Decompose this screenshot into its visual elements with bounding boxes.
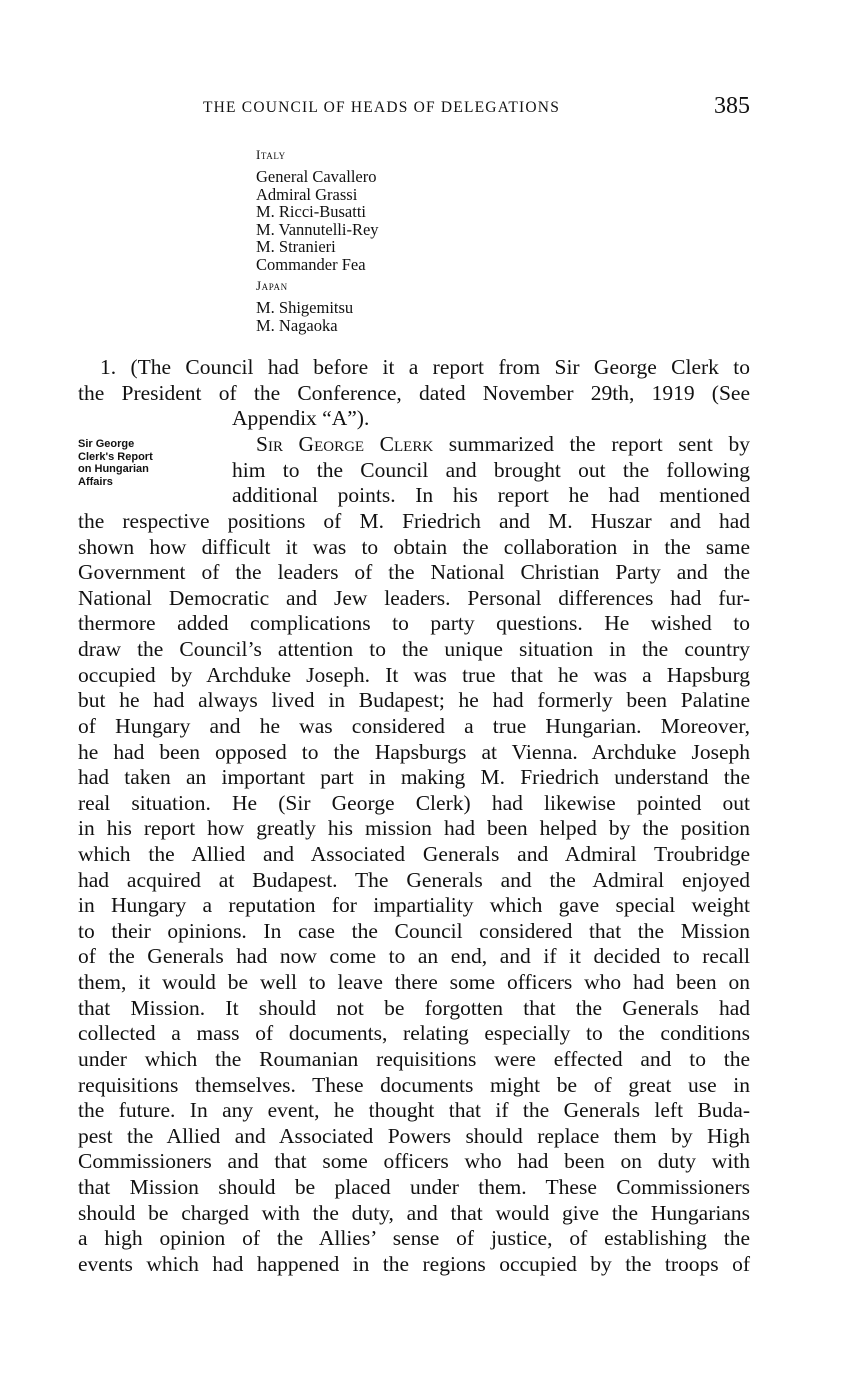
delegation-heading: Japan bbox=[256, 278, 288, 293]
text-line: occupied by Archduke Joseph. It was true that he was a Hapsburg bbox=[78, 663, 750, 687]
text-line: National Democratic and Jew leaders. Personal differences had fur- bbox=[78, 586, 750, 610]
text-line: should be charged with the duty, and that would give the Hungarians bbox=[78, 1201, 750, 1225]
text-line: he had been opposed to the Hapsburgs at Vienna. Archduke Joseph bbox=[78, 740, 750, 764]
text-line: pest the Allied and Associated Powers should replace them by High bbox=[78, 1124, 750, 1148]
marginal-note-line: Clerk's Report bbox=[78, 450, 153, 463]
text-line: requisitions themselves. These documents might be of great use in bbox=[78, 1073, 750, 1097]
text-line: Appendix “A”). bbox=[232, 406, 370, 430]
text-line: in Hungary a reputation for impartiality which gave special weight bbox=[78, 893, 750, 917]
text-line: real situation. He (Sir George Clerk) had likewise pointed out bbox=[78, 791, 750, 815]
text-line: them, it would be well to leave there some officers who had been on bbox=[78, 970, 750, 994]
text-line: in his report how greatly his mission had been helped by the position bbox=[78, 816, 750, 840]
text-line: the respective positions of M. Friedrich and M. Huszar and had bbox=[78, 509, 750, 533]
delegate-name: Admiral Grassi bbox=[256, 184, 358, 204]
text-line: thermore added complications to party questions. He wished to bbox=[78, 611, 750, 635]
marginal-note-line: on Hungarian bbox=[78, 463, 149, 475]
text-line: Commissioners and that some officers who had been on duty with bbox=[78, 1149, 750, 1173]
text-line: a high opinion of the Allies’ sense of justice, of establishing the bbox=[78, 1226, 750, 1250]
text-line: had acquired at Budapest. The Generals and the Admiral enjoyed bbox=[78, 868, 750, 892]
text-line: him to the Council and brought out the following bbox=[232, 458, 750, 482]
delegation-heading: Italy bbox=[256, 147, 286, 162]
speaker-name: Sir George Clerk bbox=[256, 432, 434, 456]
delegate-name: M. Vannutelli-Rey bbox=[256, 219, 379, 239]
running-head bbox=[78, 95, 750, 125]
text-line: of the Generals had now come to an end, and if it decided to recall bbox=[78, 944, 750, 968]
page-number: 385 bbox=[714, 93, 750, 119]
text-line: events which had happened in the regions occupied by the troops of bbox=[78, 1252, 750, 1276]
text-line-rest: summarized the report sent by bbox=[433, 432, 750, 456]
text-line: under which the Roumanian requisitions were effected and to the bbox=[78, 1047, 750, 1071]
text-line: to their opinions. In case the Council considered that the Mission bbox=[78, 919, 750, 943]
delegate-name: Commander Fea bbox=[256, 254, 366, 274]
text-line: shown how difficult it was to obtain the collaboration in the same bbox=[78, 535, 750, 559]
text-line: had taken an important part in making M. Friedrich understand the bbox=[78, 765, 750, 789]
text-line: 1. (The Council had before it a report from Sir George Clerk to bbox=[100, 355, 750, 379]
marginal-note-line: Sir George bbox=[78, 438, 135, 450]
marginal-note-line: Affairs bbox=[78, 475, 113, 488]
delegation-italy bbox=[256, 146, 556, 273]
text-line: collected a mass of documents, relating especially to the conditions bbox=[78, 1021, 750, 1045]
delegate-name: M. Ricci-Busatti bbox=[256, 202, 366, 221]
text-line: draw the Council’s attention to the unique situation in the country bbox=[78, 637, 750, 661]
text-line: of Hungary and he was considered a true Hungarian. Moreover, bbox=[78, 714, 750, 738]
text-line: that Mission. It should not be forgotten that the Generals had bbox=[78, 996, 750, 1020]
text-line: but he had always lived in Budapest; he had formerly been Palatine bbox=[78, 688, 750, 712]
delegate-name: M. Stranieri bbox=[256, 237, 336, 256]
running-title: THE COUNCIL OF HEADS OF DELEGATIONS bbox=[203, 99, 561, 116]
text-line bbox=[256, 432, 750, 458]
text-line: the President of the Conference, dated November 29th, 1919 (See bbox=[78, 381, 750, 405]
text-line: additional points. In his report he had mentioned bbox=[232, 483, 750, 507]
delegate-name: M. Shigemitsu bbox=[256, 298, 354, 317]
delegation-japan bbox=[256, 277, 556, 334]
delegate-name: M. Nagaoka bbox=[256, 315, 338, 335]
delegate-name: General Cavallero bbox=[256, 167, 377, 186]
text-line: that Mission should be placed under them. These Commissioners bbox=[78, 1175, 750, 1199]
marginal-note bbox=[78, 438, 208, 488]
text-line: the future. In any event, he thought that if the Generals left Buda- bbox=[78, 1098, 750, 1122]
text-line: Government of the leaders of the National Christian Party and the bbox=[78, 560, 750, 584]
text-line: which the Allied and Associated Generals and Admiral Troubridge bbox=[78, 842, 750, 866]
